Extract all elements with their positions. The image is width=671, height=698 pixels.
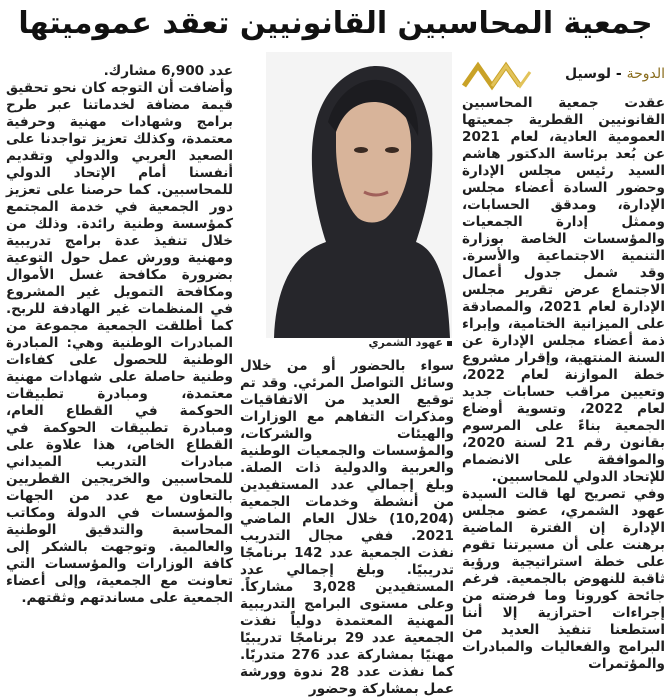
portrait-illustration [266,52,452,338]
caption-bullet-icon [447,341,452,346]
paragraph: عدد 6,900 مشارك. [103,63,233,79]
dateline-text [565,66,665,82]
paragraph: وأضافت أن التوجه كان نحو تحقيق قيمة مضافة لخدماتنا عبر طرح برامج وشهادات مهنية وحرفية معتمدة، وكذلك تعزيز تواجدنا على الصعيد العربي والدولي وتقديم أنفسنا أمام الإتحاد الدولي للمحاسبين. كما حرصنا على تعزيز دور الجمعية في خدمة المجتمع كمؤسسة وطنية رائدة. وذلك من خلال تنفيذ عدة برامج تدريبية ومهنية وورش عمل حول التوعية بضرورة مكافحة غسل الأموال ومكافحة التمويل غير المشروع في المنظمات غير الهادفة للربح. كما أطلقت الجمعية مجموعة من المبادرات الوطنية وهي: المبادرة الوطنية للحصول على كفاءات وطنية حاصلة على شهادات مهنية معتمدة، ومبادرة تطبيقات الحوكمة في القطاع العام، ومبادرة تطبيقات الحوكمة في القطاع الخاص، هذا علاوة على مبادرات التدريب الميداني للمحاسبين والخريجين القطريين بالتعاون مع عدد من الجهات والمؤسسات في الدولة ومكاتب المحاسبة والتدقيق الوطنية والعالمية. وتوجهت بالشكر إلى كافة الوزارات والمؤسسات التي تعاونت مع الجمعية، وإلى أعضاء الجمعية على مساندتهم وثقتهم. [6,80,233,606]
paragraph: سواء بالحضور أو من خلال وسائل التواصل المرئي. وقد تم توقيع العديد من الاتفاقيات ومذكرات التفاهم مع الوزارات والهيئات والشركات، والمؤسسات والجمعيات الوطنية والعربية والدولية ذات الصلة. وبلغ إجمالي عدد المستفيدين من أنشطة وخدمات الجمعية (10,204) خلال العام الماضي 2021. ففي مجال التدريب نفذت الجمعية عدد 142 برنامجًا تدريبيًا. وبلغ إجمالي عدد المستفيدين 3,028 مشاركاً. وعلى مستوى البرامج التدريبية المهنية المعتمدة دولياً نفذت الجمعية عدد 29 برنامجًا تدريبيًا مهنيًا بمشاركة عدد 276 متدربًا. كما نفذت عدد 28 ندوة وورشة عمل بمشاركة وحضور [240,358,454,697]
article-headline: جمعية المحاسبين القانونيين تعقد عموميتها [18,6,653,41]
paragraph: عقدت جمعية المحاسبين القانونيين القطرية جمعيتها العمومية العادية، لعام 2021 عن بُعد برئاسة الدكتور هاشم السيد رئيس مجلس الإدارة وحضور السادة أعضاء مجلس الإدارة، ومدقق الحسابات، وممثل إدارة الجمعيات والمؤسسات الخاصة بوزارة التنمية الاجتماعية والأسرة. وقد شمل جدول أعمال الاجتماع عرض تقرير مجلس الإدارة لعام 2021، والمصادقة على الميزانية الختامية، وإبراء ذمة أعضاء مجلس الإدارة عن السنة المنتهية، وإقرار مشروع خطة الموازنة لعام 2022، وتعيين مراقب حسابات جديد لعام 2022، وتسوية أوضاع الجمعية بناءً على المرسوم بقانون رقم 21 لسنة 2020، والموافقة على الانضمام للإتحاد الدولي للمحاسبين. [462,95,666,485]
dateline-separator: - [611,66,627,82]
caption-text: عهود الشمري [368,336,443,349]
photo-caption [258,336,452,354]
article-column-right [462,95,666,672]
portrait-photo [266,52,452,338]
dateline-location: الدوحة [626,66,665,82]
dateline-source: لوسيل [564,66,611,82]
paragraph: وفي تصريح لها قالت السيدة عهود الشمري، عضو مجلس الإدارة إن الفترة الماضية برهنت على أن مسيرتنا تقوم على خطة استراتيجية ورؤية ثاقبة للنهوض بالجمعية. فرغم جائحة كورونا وما فرضته من إجراءات احترازية إلا أننا استطعنا تنفيذ العديد من البرامج والفعاليات والمبادرات والمؤتمرات [462,486,665,672]
dateline-chevron-icon [462,58,532,90]
dateline [462,58,665,92]
article-column-middle [240,358,454,697]
article-column-left [6,63,233,637]
